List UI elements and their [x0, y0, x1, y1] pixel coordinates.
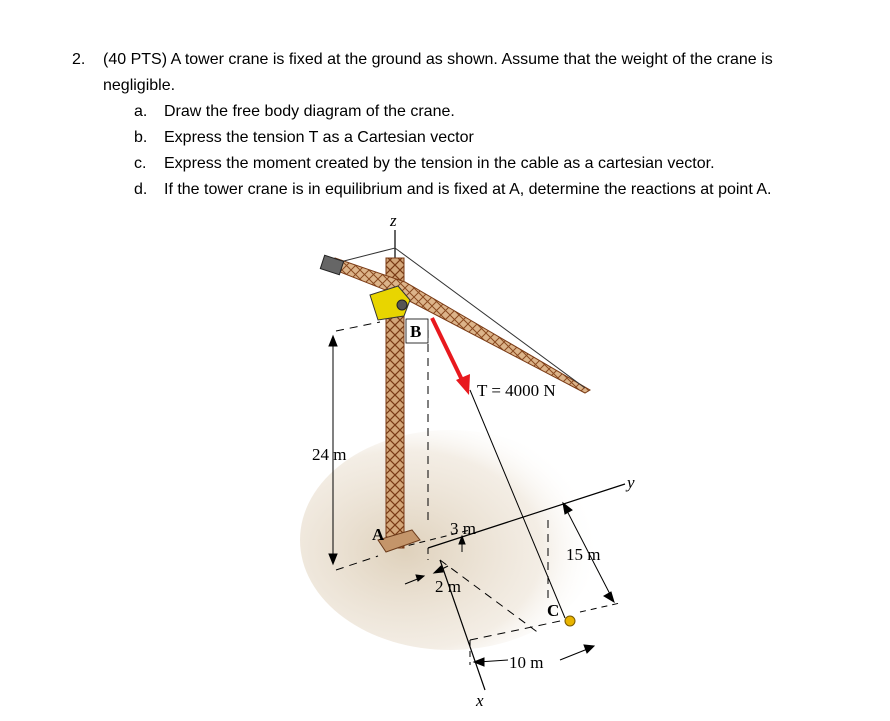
label-10m: 10 m [509, 653, 544, 672]
label-tension: T = 4000 N [477, 381, 556, 400]
part-label: a. [134, 103, 148, 120]
part-text: Draw the free body diagram of the crane. [164, 103, 455, 120]
label-24m: 24 m [312, 445, 347, 464]
part-text: If the tower crane is in equilibrium and is fixed at A, determine the reactions at point A. [164, 181, 772, 198]
label-y: y [627, 473, 635, 492]
part-label: d. [134, 181, 148, 198]
problem-header: (40 PTS) A tower crane is fixed at the ground as shown. Assume that the weight of the crane is [103, 51, 773, 68]
label-b: B [410, 322, 422, 341]
label-15m: 15 m [566, 545, 601, 564]
cab-window [397, 300, 407, 310]
tension-arrow-head [456, 374, 470, 395]
point-c-marker [565, 616, 575, 626]
label-2m: 2 m [435, 577, 461, 596]
label-a: A [372, 525, 385, 544]
part-label: c. [134, 155, 147, 172]
problem-number: 2. [72, 51, 86, 68]
label-x: x [476, 691, 484, 710]
label-c: C [547, 601, 560, 620]
part-text: Express the moment created by the tension in the cable as a cartesian vector. [164, 155, 715, 172]
label-z: z [390, 211, 397, 230]
part-label: b. [134, 129, 148, 146]
counterweight [320, 255, 343, 274]
label-3m: 3 m [450, 519, 476, 538]
part-text: Express the tension T as a Cartesian vector [164, 129, 474, 146]
tension-arrow [432, 318, 463, 382]
problem-header-continued: negligible. [103, 77, 176, 94]
